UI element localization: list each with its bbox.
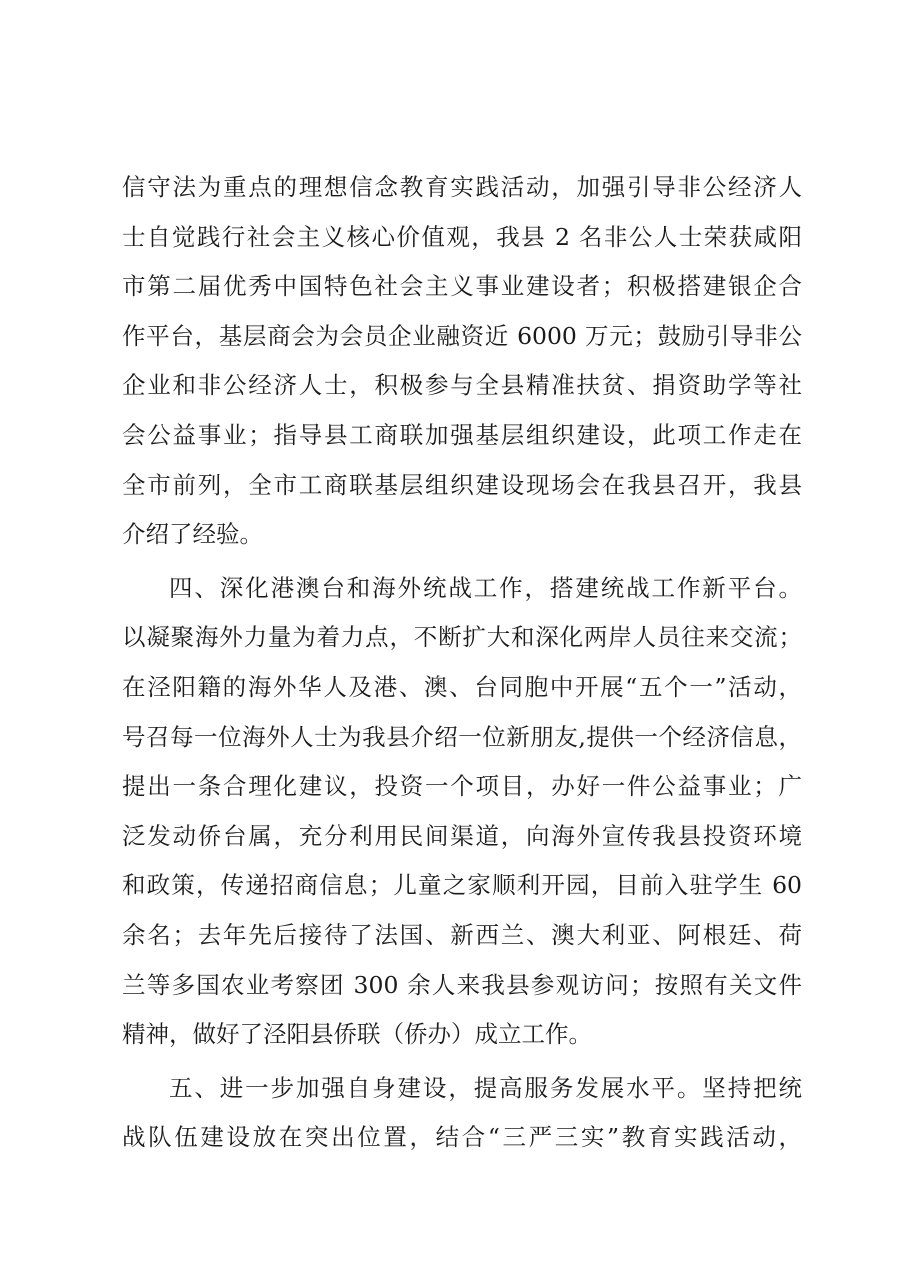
text-line: 作平台，基层商会为会员企业融资近 6000 万元；鼓励引导非公 (122, 321, 802, 350)
text-line: 以凝聚海外力量为着力点，不断扩大和深化两岸人员往来交流； (122, 623, 802, 652)
text-line: 企业和非公经济人士，积极参与全县精准扶贫、捐资助学等社 (122, 371, 802, 400)
text-line: 和政策，传递招商信息；儿童之家顺利开园，目前入驻学生 60 (122, 871, 802, 900)
text-line: 在泾阳籍的海外华人及港、澳、台同胞中开展“五个一”活动， (122, 672, 802, 701)
text-line: 兰等多国农业考察团 300 余人来我县参观访问；按照有关文件 (122, 970, 802, 999)
text-line: 全市前列，全市工商联基层组织建设现场会在我县召开，我县 (122, 470, 802, 499)
text-line: 介绍了经验。 (122, 520, 263, 549)
text-line: 泛发动侨台属，充分利用民间渠道，向海外宣传我县投资环境 (122, 821, 802, 850)
text-line: 市第二届优秀中国特色社会主义事业建设者；积极搭建银企合 (122, 272, 802, 301)
text-line: 会公益事业；指导县工商联加强基层组织建设，此项工作走在 (122, 420, 802, 449)
paragraph-nonpublic-economy (122, 163, 802, 560)
document-body (122, 163, 802, 1163)
text-line: 士自觉践行社会主义核心价值观，我县 2 名非公人士荣获咸阳 (122, 222, 802, 251)
text-line: 提出一条合理化建议，投资一个项目，办好一件公益事业；广 (122, 772, 802, 801)
text-line: 精神，做好了泾阳县侨联（侨办）成立工作。 (122, 1020, 592, 1049)
text-line: 四、深化港澳台和海外统战工作，搭建统战工作新平台。 (169, 573, 802, 602)
text-line: 战队伍建设放在突出位置，结合“三严三实”教育实践活动， (122, 1123, 802, 1152)
text-line: 余名；去年先后接待了法国、新西兰、澳大利亚、阿根廷、荷 (122, 920, 802, 949)
text-line: 号召每一位海外人士为我县介绍一位新朋友,提供一个经济信息， (122, 722, 802, 751)
text-line: 五、进一步加强自身建设，提高服务发展水平。坚持把统 (169, 1073, 802, 1102)
paragraph-self-construction (122, 1064, 802, 1163)
text-line: 信守法为重点的理想信念教育实践活动，加强引导非公经济人 (122, 173, 802, 201)
paragraph-overseas-united-front (122, 564, 802, 1060)
